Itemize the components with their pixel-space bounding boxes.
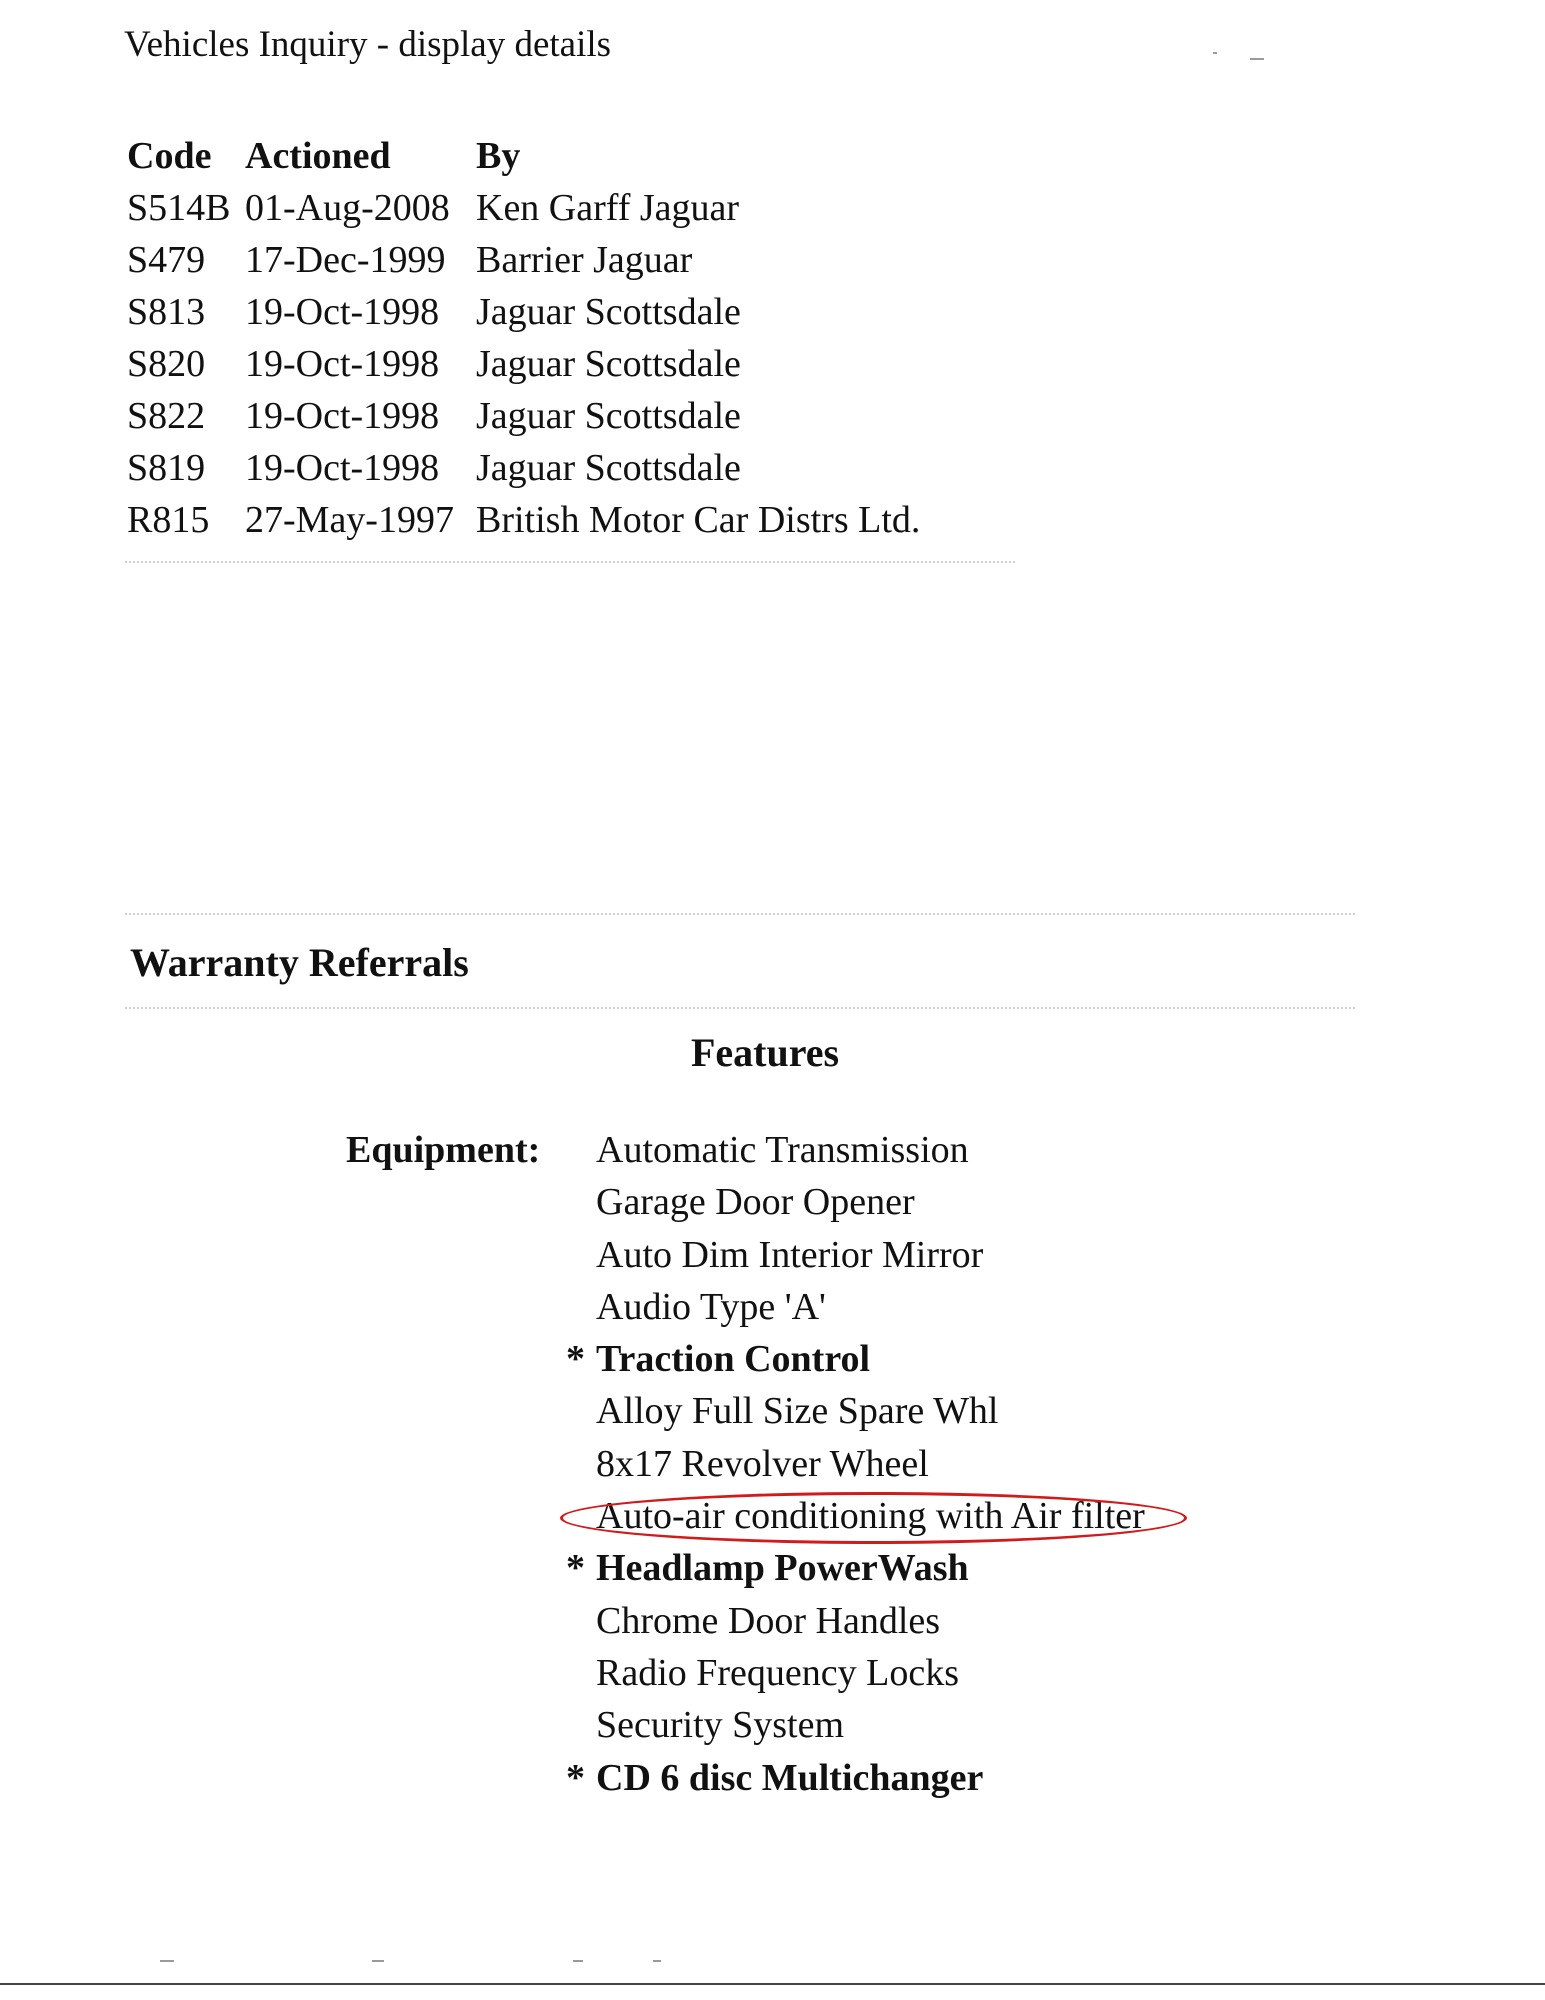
- scan-artifact-line: [125, 1007, 1355, 1009]
- star-marker: *: [566, 1756, 585, 1799]
- list-item: [566, 1595, 1145, 1647]
- equipment-item-label: Garage Door Opener: [596, 1181, 915, 1224]
- table-row: [127, 442, 1076, 494]
- scan-artifact-dash: [160, 1960, 174, 1962]
- equipment-item-label: Automatic Transmission: [596, 1129, 969, 1171]
- equipment-item-label: Alloy Full Size Spare Whl: [596, 1390, 999, 1433]
- scan-artifact-dash: [372, 1960, 384, 1962]
- list-item: [566, 1542, 1145, 1594]
- cell-code: S822: [127, 395, 206, 437]
- table-row: [127, 494, 1076, 546]
- scan-artifact-dash: [653, 1960, 661, 1962]
- equipment-item-label: 8x17 Revolver Wheel: [596, 1442, 929, 1485]
- cell-by: Jaguar Scottsdale: [476, 343, 741, 385]
- cell-code: S820: [127, 343, 206, 385]
- scan-artifact-dash: [1213, 52, 1217, 54]
- table-row: [127, 390, 1076, 442]
- cell-by: British Motor Car Distrs Ltd.: [476, 499, 921, 541]
- cell-by: Jaguar Scottsdale: [476, 395, 741, 437]
- list-item: [566, 1647, 1145, 1699]
- page-title: Vehicles Inquiry - display details: [124, 24, 612, 65]
- warranty-referrals-heading: Warranty Referrals: [130, 940, 469, 985]
- cell-actioned: 01-Aug-2008: [245, 187, 450, 229]
- cell-by: Jaguar Scottsdale: [476, 447, 741, 489]
- scan-artifact-line: [125, 913, 1355, 915]
- table-row: [127, 234, 1076, 286]
- list-item: [566, 1490, 1145, 1542]
- star-marker: *: [566, 1547, 585, 1590]
- cell-code: S479: [127, 239, 206, 281]
- list-item: [566, 1699, 1145, 1751]
- cell-actioned: 19-Oct-1998: [245, 291, 440, 333]
- scan-artifact-dash: [573, 1960, 583, 1962]
- list-item: [566, 1752, 1145, 1804]
- history-table: [127, 130, 1076, 546]
- list-item: [566, 1333, 1145, 1385]
- equipment-item-label: Headlamp PowerWash: [596, 1547, 969, 1590]
- cell-actioned: 17-Dec-1999: [245, 239, 446, 281]
- features-heading: Features: [690, 1030, 840, 1075]
- equipment-item-label: Chrome Door Handles: [596, 1599, 941, 1642]
- cell-actioned: 27-May-1997: [245, 499, 454, 541]
- list-item: [566, 1438, 1145, 1490]
- equipment-item-label: CD 6 disc Multichanger: [596, 1756, 984, 1799]
- list-item: [566, 1281, 1145, 1333]
- list-item: [566, 1229, 1145, 1281]
- star-marker: *: [566, 1338, 585, 1381]
- cell-code: S514B: [127, 187, 231, 229]
- equipment-item-label: Security System: [596, 1704, 845, 1747]
- page-bottom-rule: [0, 1983, 1545, 1985]
- equipment-item-label: Audio Type 'A': [596, 1285, 826, 1328]
- table-row: [127, 182, 1076, 234]
- equipment-list: [566, 1124, 1145, 1804]
- cell-actioned: 19-Oct-1998: [245, 343, 440, 385]
- equipment-item-label: Traction Control: [596, 1338, 871, 1381]
- equipment-item-label: Radio Frequency Locks: [596, 1651, 960, 1694]
- cell-by: Ken Garff Jaguar: [476, 187, 740, 229]
- scan-artifact-dash: [1250, 58, 1264, 60]
- list-item: [566, 1124, 1145, 1176]
- column-header-by: By: [476, 135, 521, 177]
- column-header-actioned: Actioned: [245, 135, 391, 177]
- cell-actioned: 19-Oct-1998: [245, 447, 440, 489]
- cell-actioned: 19-Oct-1998: [245, 395, 440, 437]
- list-item: [566, 1385, 1145, 1437]
- table-row: [127, 286, 1076, 338]
- cell-code: S813: [127, 291, 206, 333]
- cell-by: Barrier Jaguar: [476, 239, 693, 281]
- equipment-label: Equipment:: [346, 1129, 541, 1171]
- equipment-item-label: Auto-air conditioning with Air filter: [596, 1495, 1145, 1538]
- history-table-header: [127, 130, 1076, 182]
- cell-code: R815: [127, 499, 210, 541]
- table-row: [127, 338, 1076, 390]
- cell-by: Jaguar Scottsdale: [476, 291, 741, 333]
- scan-artifact-line: [125, 561, 1015, 563]
- column-header-code: Code: [127, 135, 212, 177]
- equipment-item-label: Auto Dim Interior Mirror: [596, 1233, 984, 1276]
- cell-code: S819: [127, 447, 206, 489]
- list-item: [566, 1176, 1145, 1228]
